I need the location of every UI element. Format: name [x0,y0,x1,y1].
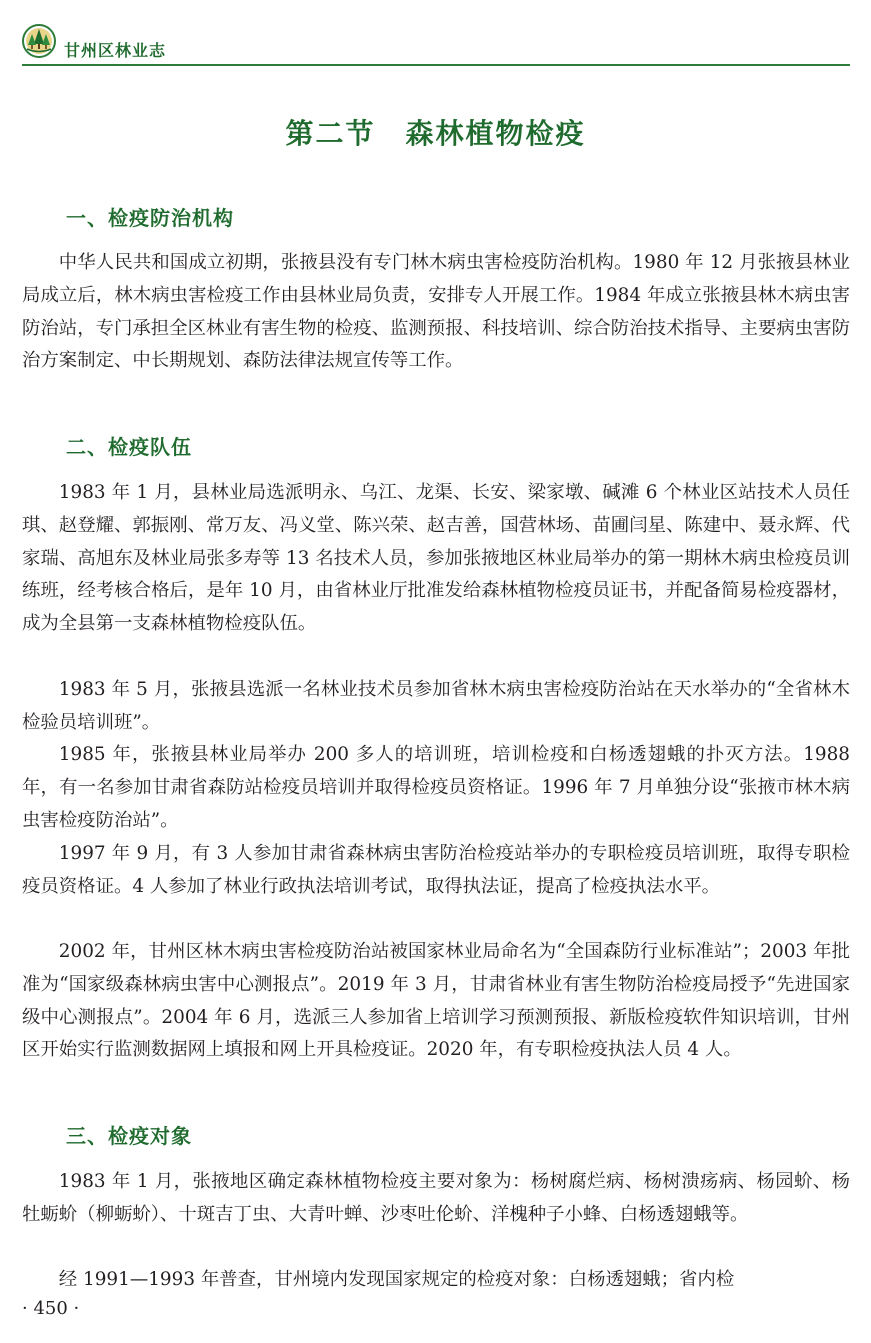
paragraph: 1983 年 1 月，张掖地区确定森林植物检疫主要对象为：杨树腐烂病、杨树溃疡病、杨园蚧、杨牡蛎蚧（柳蛎蚧）、十斑吉丁虫、大青叶蝉、沙枣吐伦蚧、洋槐种子小蜂、白杨透翅蛾等。 [22,1171,850,1225]
paragraph: 1997 年 9 月，有 3 人参加甘肃省森林病虫害防治检疫站举办的专职检疫员培训班，取得专职检疫员资格证。4 人参加了林业行政执法培训考试，取得执法证，提高了检疫执法水平。 [22,843,850,897]
heading-quarantine-agency: 一、检疫防治机构 [66,206,234,230]
book-title: 甘州区林业志 [64,41,167,60]
paragraph: 1983 年 5 月，张掖县选派一名林业技术员参加省林木病虫害检疫防治站在天水举办的“全省林木检验员培训班”。 [22,679,850,733]
paragraph: 1985 年，张掖县林业局举办 200 多人的培训班，培训检疫和白杨透翅蛾的扑灭方法。1988 年，有一名参加甘肃省森防站检疫员培训并取得检疫员资格证。1996 年 7 月单独分设“张掖市林木病虫害检疫防治站”。 [22,744,850,831]
heading-quarantine-objects: 三、检疫对象 [66,1124,192,1148]
paragraph: 经 1991—1993 年普查，甘州境内发现国家规定的检疫对象：白杨透翅蛾；省内检 [58,1269,735,1290]
heading-quarantine-team: 二、检疫队伍 [66,435,192,459]
paragraph: 中华人民共和国成立初期，张掖县没有专门林木病虫害检疫防治机构。1980 年 12 月张掖县林业局成立后，林木病虫害检疫工作由县林业局负责，安排专人开展工作。1984 年成立张掖县林木病虫害防治站，专门承担全区林业有害生物的检疫、监测预报、科技培训、综合防治技术指导、主要病虫害防治方案制定、中长期规划、森防法律法规宣传等工作。 [22,252,850,372]
paragraph: 2002 年，甘州区林木病虫害检疫防治站被国家林业局命名为“全国森防行业标准站”；2003 年批准为“国家级森林病虫害中心测报点”。2019 年 3 月，甘肃省林业有害生物防治检疫局授予“先进国家级中心测报点”。2004 年 6 月，选派三人参加省上培训学习预测预报、新版检疫软件知识培训，甘州区开始实行监测数据网上填报和网上开具检疫证。2020 年，有专职检疫执法人员 4 人。 [22,941,850,1061]
page-number: · 450 · [22,1298,80,1319]
paragraph: 1983 年 1 月，县林业局选派明永、乌江、龙渠、长安、梁家墩、碱滩 6 个林业区站技术人员任琪、赵登耀、郭振刚、常万友、冯义堂、陈兴荣、赵吉善，国营林场、苗圃闫星、陈建中、聂永辉、代家瑞、高旭东及林业局张多寿等 13 名技术人员，参加张掖地区林业局举办的第一期林木病虫检疫员训练班，经考核合格后，是年 10 月，由省林业厅批准发给森林植物检疫员证书，并配备简易检疫器材，成为全县第一支森林植物检疫队伍。 [22,482,850,635]
section-title: 第二节 森林植物检疫 [285,117,586,150]
forest-tree-logo-icon [22,24,56,58]
running-header [22,24,850,66]
